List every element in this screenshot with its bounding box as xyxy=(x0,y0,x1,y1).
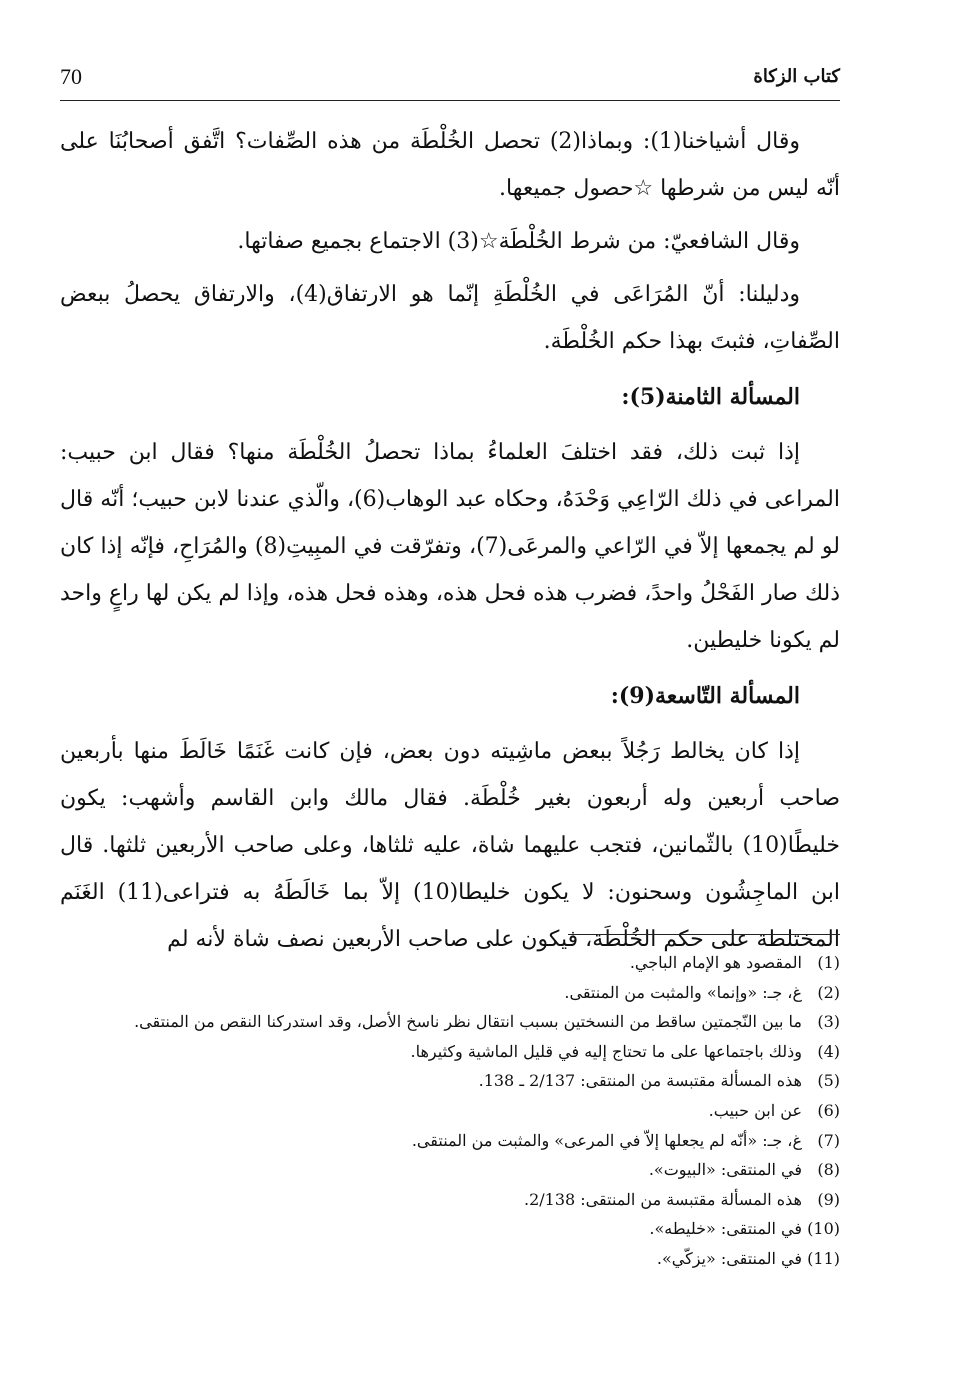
footnote-number: (8) xyxy=(817,1160,840,1180)
paragraph-3: ودليلنا: أنّ المُرَاعَى في الخُلْطَةِ إنّما هو الارتفاق(4)، والارتفاق يحصلُ ببعض الصِّفاتِ، فثبتَ بهذا حكم الخُلْطَة. xyxy=(60,282,840,354)
footnote-number: (7) xyxy=(817,1130,840,1150)
section-heading-8: المسألة الثامنة(5): xyxy=(621,384,800,410)
paragraph-5: إذا كان يخالط رَجُلاً ببعض ماشِيته دون بعض، فإن كانت غَنَمًا خَالَطَ منها بأربعين صاحب أربعين وله أربعون بغير خُلْطَة. فقال مالك وابن القاسم وأشهب: يكون خليطًا(10) بالثّمانين، فتجب عليهما شاة، عليه ثلثاها، وعلى صاحب الأربعين ثلثها. قال ابن الماجِشُون وسحنون: لا يكون خليطا(10) إلاّ بما خَالَطَهُ به فتراعى(11) الغَنَم المختلطة على حكم الخُلْطَة، فيكون على صاحب الأربعين نصف شاة لأنه لم xyxy=(60,739,840,952)
footnotes xyxy=(60,948,840,1274)
running-title: كتاب الزكاة xyxy=(753,66,840,87)
paragraph-4: إذا ثبت ذلك، فقد اختلفَ العلماءُ بماذا تحصلُ الخُلْطَة منها؟ فقال ابن حبيب: المراعى في ذلك الرّاعِي وَحْدَهُ، وحكاه عبد الوهاب(6)، والّذي عندنا لابن حبيب؛ أنّه قال لو لم يجمعها إلاّ في الرّاعي والمرعَى(7)، وتفرّقت في المبِيتِ(8) والمُرَاحِ، فإنّه إذا كان ذلك صار الفَحْلُ واحدً، فضرب هذه فحل هذه، وهذه فحل هذه، وإذا لم يكن لها راعٍ واحد لم يكونا خليطين. xyxy=(60,440,840,653)
footnote xyxy=(60,1244,840,1274)
footnote-text: غ، جـ: «وإنما» والمثبت من المنتقى. xyxy=(564,982,802,1002)
footnote-text: وذلك باجتماعها على ما تحتاج إليه في قليل الماشية وكثيرها. xyxy=(410,1041,802,1061)
paragraph-2: وقال الشافعيّ: من شرط الخُلْطَة☆(3) الاجتماع بجميع صفاتها. xyxy=(237,229,800,254)
footnote-text: هذه المسألة مقتبسة من المنتقى: 2/137 ـ 138. xyxy=(478,1071,802,1091)
footnote xyxy=(60,1037,840,1067)
footnote-number: (10) xyxy=(807,1219,840,1239)
footnote-text: المقصود هو الإمام الباجي. xyxy=(629,953,802,972)
footnote xyxy=(60,1066,840,1096)
footnote-text: في المنتقى: «خليطه». xyxy=(649,1219,802,1239)
footnote xyxy=(60,1214,840,1244)
page-header xyxy=(60,60,840,101)
footnote xyxy=(60,1126,840,1156)
paragraph-1: وقال أشياخنا(1): وبماذا(2) تحصل الخُلْطَة من هذه الصِّفات؟ اتَّفق أصحابُنَا على أنّه ليس من شرطها ☆حصول جميعها. xyxy=(60,129,840,201)
footnote-number: (4) xyxy=(817,1041,840,1061)
footnote-number: (11) xyxy=(807,1248,840,1268)
footnote-text: غ، جـ: «أنّه لم يجعلها إلاّ في المرعى» والمثبت من المنتقى. xyxy=(411,1130,802,1150)
footnote xyxy=(60,1096,840,1126)
footnote-text: في المنتقى: «يزكّي». xyxy=(656,1248,802,1268)
footnote-text: هذه المسألة مقتبسة من المنتقى: 2/138. xyxy=(524,1189,802,1209)
footnote-number: (2) xyxy=(817,982,840,1002)
footnote-number: (5) xyxy=(817,1071,840,1091)
page-number: 70 xyxy=(60,64,82,89)
footnote-text: عن ابن حبيب. xyxy=(708,1100,802,1120)
section-heading-9: المسألة التّاسعة(9): xyxy=(610,683,800,709)
footnote xyxy=(60,1007,840,1037)
footnote xyxy=(60,978,840,1008)
footnote xyxy=(60,948,840,978)
footnote-number: (9) xyxy=(817,1189,840,1209)
footnote-divider xyxy=(568,934,840,935)
footnote-text: في المنتقى: «البيوت». xyxy=(648,1160,802,1180)
footnote-number: (6) xyxy=(817,1100,840,1120)
footnote-number: (1) xyxy=(817,953,840,972)
footnote xyxy=(60,1185,840,1215)
footnote-text: ما بين النّجمتين ساقط من النسختين بسبب انتقال نظر ناسخ الأصل، وقد استدركنا النقص من المنتقى. xyxy=(134,1012,802,1032)
main-text xyxy=(60,118,840,969)
footnote xyxy=(60,1155,840,1185)
footnote-number: (3) xyxy=(817,1012,840,1032)
